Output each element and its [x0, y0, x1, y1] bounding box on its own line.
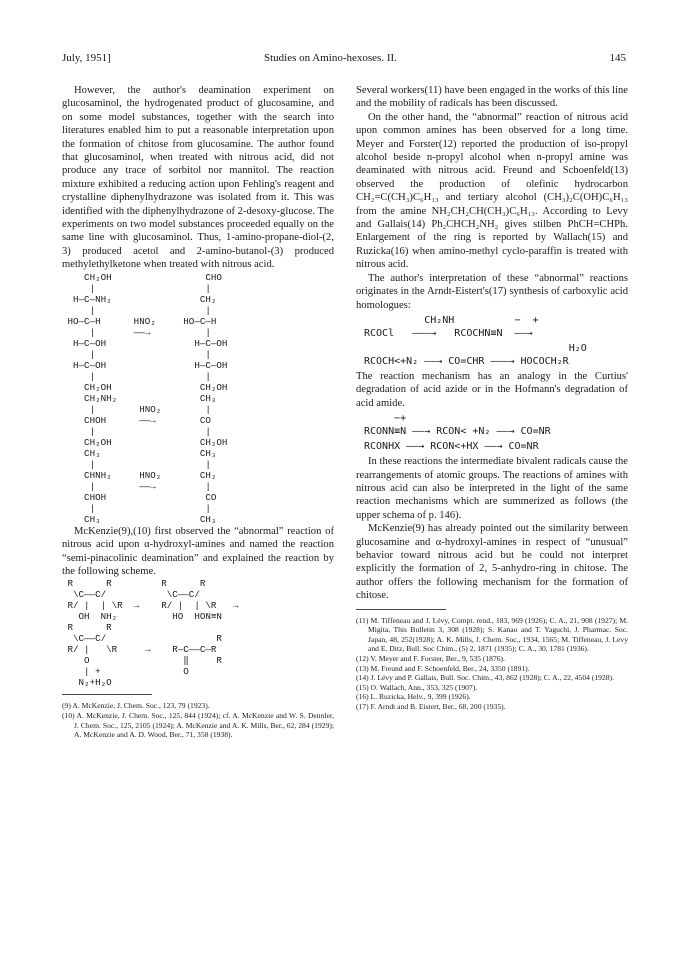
equation: H₂O RCOCH<+N₂ ——→ CO=CHR ———→ HOCOCH₂R: [364, 342, 587, 367]
footnote-rule: [62, 694, 152, 695]
equation: −+ RCONN≡N ——→ RCON< +N₂ ——→ CO=NR: [364, 413, 551, 438]
paragraph: However, the author's deamination experiment on glucosaminol, the hydrogenated product of glucosamine, and on some model substances, together with the search into literatures enabled him to put a reasonable interpretation upon the formation of chitose from glucosamine. The author found that glucosaminol, when treated with nitrous acid, did not produce any trace of sorbitol nor mannitol. The reaction mixture exhibited a reducing action upon Fehling's reagent and crystalline diphenylhydrazone was isolated from it. This was identified with the diphenylhydrazone of 2-desoxy-glucose. The experiments on two model substances proceeded equally on the same line with glucosaminol. Thus, 1-amino-propane-diol-(2, 3) produced acetol and 2-amino-butanol-(3) produced methylethylketone when treated with nitrous acid.: [62, 85, 334, 271]
paragraph: The author's interpretation of these “abnormal” reactions originates in the Arndt-Eistert's(17) synthesis of carboxylic acid homologues:: [356, 272, 628, 311]
aminobutanol-scheme: CH₃ CH₃ | | CHNH₂ HNO₂ CH₂ | ——→ | CHOH CO | | CH₃ CH₃: [84, 447, 217, 525]
paragraph: In these reactions the intermediate bivalent radicals cause the rearrangements of atomic groups. The reactions of amines with nitrous acid can also be interpreted in the light of the same reaction mechanisms which are summerized as follows (the upper schema of p. 146).: [356, 456, 628, 521]
footnote: (15) O. Wallach, Ann., 353, 325 (1907).: [356, 682, 478, 692]
footnote: (17) F. Arndt and B. Eistert, Ber., 68, 200 (1935).: [356, 701, 506, 711]
footnote-rule: [356, 609, 446, 610]
footnote: (16) L. Ruzicka, Helv., 9, 399 (1926).: [356, 692, 471, 702]
paragraph: The reaction mechanism has an analogy in the Curtius' degradation of acid azide or in the Hofmann's degradation of acid amide.: [356, 370, 628, 409]
paragraph: McKenzie(9) has already pointed out the similarity between glucosamine and α-hydroxyl-amines in respect of “unusual” behavior toward nitrous acid but he could not interpret explicitly the formation of 2, 5-anhydro-ring in chitose. The author offers the following mechanism for the formation of chitose.: [356, 523, 628, 602]
glucosaminol-scheme: CH₂OH CHO | | H—C—NH₂ CH₂ | | HO—C—H HNO₂ HO—C—H | ——→ | H—C—OH H—C—OH | | H—C—OH H—C—OH | | CH₂OH CH₂OH: [67, 271, 228, 393]
footnote: (14) J. Lévy and P. Gallais, Bull. Soc. Chim., 43, 862 (1928); C. A., 22, 4504 (1928).: [356, 673, 614, 683]
footnote: (12) V. Meyer and F. Forster, Ber., 9, 535 (1876).: [356, 653, 505, 663]
footnote: (9) A. McKenzie, J. Chem. Soc., 123, 79 (1923).: [62, 701, 210, 711]
running-header: [62, 52, 626, 68]
pinacolinic-scheme-1: R R R R \C——C/ \C——C/ R/ | | \R → R/ | | \R → OH NH₂ HO HON≡N: [67, 578, 239, 623]
equation: RCONHX ——→ RCON<+HX ——→ CO=NR: [364, 441, 539, 453]
paragraph: On the other hand, the “abnormal” reaction of nitrous acid upon common amines has been observed for a long time. Meyer and Forster(12) reported the production of iso-propyl alcohol beside n-propyl alcohol when n-propyl amine was deaminated with nitrous acid. Freund and Schoenfeld(13) observed the production of olefinic hydrocarbon CH₂=C(CH₃)C₆H₁₃ and tertiary alcohol (CH₃)₂C(OH)C₆H₁₃ from the amine NH₂CH₂CH(CH₃)C₆H₁₃. According to Levy and Gallais(14) Ph₂CHCH₂NH₂ gives stilben PhCH=CHPh. Enlargement of the ring is reported by Wallach(15) and Ruzicka(16) when amino-methyl cyclo-paraffin is treated with nitrous acid.: [356, 111, 628, 271]
footnote: (13) M. Freund and F. Schoenfeld, Ber., 24, 3350 (1891).: [356, 663, 530, 673]
left-column: [62, 84, 334, 740]
aminopropanediol-scheme: CH₂NH₂ CH₃ | HNO₂ | CHOH ——→ CO | | CH₂OH CH₂OH: [84, 392, 228, 448]
header-date: July, 1951]: [62, 52, 111, 64]
footnote: (10) A. McKenzie, J. Chem. Soc., 125, 844 (1924); cf. A. McKenzie and W. S. Dennler, J. Chem. Soc., 125, 2105 (1924); A. McKenzie and A. K. Mills, Ber., 62, 284 (1929); A. McKenzie and A. D. Wood, Ber., 71, 358 (1938).: [62, 710, 334, 740]
header-title: Studies on Amino-hexoses. II.: [264, 52, 397, 64]
right-column: [356, 84, 628, 712]
pinacolinic-scheme-2: R R \C——C/ R R/ | \R → R—C——C—R O ‖ R | + O N₂+H₂O: [67, 622, 222, 689]
equation: CH₂NH − + RCOCl ———→ RCOCHN≡N ——→: [364, 314, 539, 339]
page-number: 145: [609, 52, 626, 64]
footnote: (11) M. Tiffeneau and J. Lévy, Compt. rend., 183, 969 (1926); C. A., 21, 908 (1927); M. Migita, This Bulletin 3, 308 (1928); S. Kanao and T. Yaguchi, J. Pharmac. Soc. Japan, 48, 252(1928); A. K. Mills, J. Chem. Soc., 1934, 1565; M. Tiffeneau, J. Levy and E. Ditz, Bull. Soc Chim., (5) 2, 1871 (1935); C. A., 30, 1781 (1936).: [356, 615, 628, 654]
paragraph: McKenzie(9),(10) first observed the “abnormal” reaction of nitrous acid upon α-hydroxyl-amines and named the reaction “semi-pinacolinic deamination” and explained the reaction by the following scheme.: [62, 525, 334, 577]
paragraph: Several workers(11) have been engaged in the works of this line and the mobility of radicals has been discussed.: [356, 85, 629, 110]
